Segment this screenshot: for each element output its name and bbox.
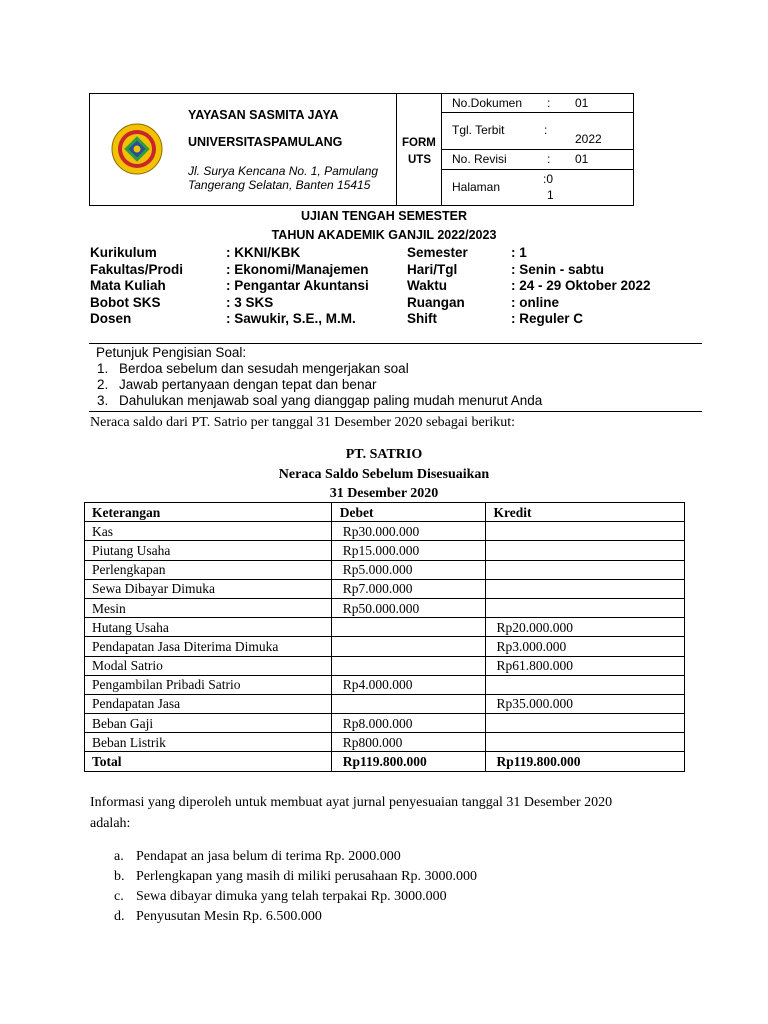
university-logo [110,122,164,176]
credit-amount [486,560,685,579]
table-header-row [85,503,685,522]
debit-amount: Rp15.000.000 [331,541,486,560]
info-value: : 3 SKS [226,295,274,310]
info-paragraph-line-1: Informasi yang diperoleh untuk membuat ayat jurnal penyesuaian tanggal 31 Desember 2020 [90,795,613,810]
info-label: Dosen [90,311,132,326]
account-name: Beban Gaji [85,714,332,733]
total-debit: Rp119.800.000 [331,752,486,771]
table-row [85,522,685,541]
credit-amount [486,733,685,752]
account-name: Pendapatan Jasa Diterima Dimuka [85,637,332,656]
trial-balance-table [84,502,685,772]
page-label: Halaman [452,180,501,194]
issue-date-label: Tgl. Terbit [452,123,505,137]
instruction-text: Dahulukan menjawab soal yang dianggap paling mudah menurut Anda [119,393,543,408]
account-name: Kas [85,522,332,541]
instruction-number: 3. [97,393,109,408]
account-name: Hutang Usaha [85,618,332,637]
adjustment-letter: b. [114,869,125,884]
adjustment-text: Sewa dibayar dimuka yang telah terpakai Rp. 3000.000 [136,889,447,904]
table-row [85,714,685,733]
table-row [85,675,685,694]
table-row [85,694,685,713]
table-row [85,618,685,637]
adjustment-letter: a. [114,849,124,864]
account-name: Pengambilan Pribadi Satrio [85,675,332,694]
table-row [85,733,685,752]
intro-text: Neraca saldo dari PT. Satrio per tanggal 31 Desember 2020 sebagai berikut: [90,415,516,430]
meta-row-divider [441,112,633,113]
header-debit: Debet [331,503,486,522]
credit-amount: Rp3.000.000 [486,637,685,656]
instruction-text: Jawab pertanyaan dengan tepat dan benar [119,377,377,392]
credit-amount [486,579,685,598]
adjustment-letter: c. [114,889,124,904]
account-name: Beban Listrik [85,733,332,752]
credit-amount [486,522,685,541]
credit-amount: Rp35.000.000 [486,694,685,713]
info-value: : Reguler C [511,311,584,326]
instruction-number: 1. [97,361,109,376]
debit-amount [331,694,486,713]
page-value-1: :0 [543,172,554,186]
header-account: Keterangan [85,503,332,522]
issue-date-value: 2022 [575,132,602,146]
table-row [85,598,685,617]
address-line-1: Jl. Surya Kencana No. 1, Pamulang [188,164,379,178]
info-label: Kurikulum [90,245,157,260]
debit-amount: Rp50.000.000 [331,598,486,617]
form-label: FORM [402,137,436,149]
adjustment-text: Penyusutan Mesin Rp. 6.500.000 [136,909,322,924]
credit-amount: Rp20.000.000 [486,618,685,637]
debit-amount: Rp7.000.000 [331,579,486,598]
table-row [85,579,685,598]
debit-amount: Rp800.000 [331,733,486,752]
table-row [85,560,685,579]
statement-title: Neraca Saldo Sebelum Disesuaikan [278,467,490,482]
foundation-name: YAYASAN SASMITA JAYA [188,108,339,122]
info-label: Fakultas/Prodi [90,262,184,277]
credit-amount [486,541,685,560]
revision-value: 01 [575,152,589,166]
info-label: Ruangan [407,295,465,310]
debit-amount: Rp8.000.000 [331,714,486,733]
total-label: Total [85,752,332,771]
info-value: : Sawukir, S.E., M.M. [226,311,356,326]
info-value: : 24 - 29 Oktober 2022 [511,278,651,293]
account-name: Pendapatan Jasa [85,694,332,713]
table-total-row [85,752,685,771]
info-paragraph-line-2: adalah: [90,816,131,831]
debit-amount: Rp5.000.000 [331,560,486,579]
issue-date-sep: : [544,123,548,137]
header-divider [396,94,397,205]
account-name: Sewa Dibayar Dimuka [85,579,332,598]
credit-amount: Rp61.800.000 [486,656,685,675]
company-name: PT. SATRIO [345,447,423,462]
credit-amount [486,675,685,694]
info-label: Bobot SKS [90,295,161,310]
document-header [89,93,634,206]
instructions-title: Petunjuk Pengisian Soal: [96,345,247,360]
revision-label: No. Revisi [452,152,507,166]
instructions-top-rule [89,343,702,344]
account-name: Piutang Usaha [85,541,332,560]
exam-title: UJIAN TENGAH SEMESTER [301,209,467,223]
academic-year: TAHUN AKADEMIK GANJIL 2022/2023 [271,228,497,242]
adjustment-text: Pendapat an jasa belum di terima Rp. 2000.000 [136,849,401,864]
page-value-2: 1 [547,188,554,202]
instruction-text: Berdoa sebelum dan sesudah mengerjakan soal [119,361,409,376]
adjustment-letter: d. [114,909,125,924]
credit-amount [486,714,685,733]
revision-sep: : [547,152,551,166]
address-line-2: Tangerang Selatan, Banten 15415 [188,178,371,192]
info-label: Hari/Tgl [407,262,458,277]
info-value: : Senin - sabtu [511,262,605,277]
form-type: UTS [408,154,431,166]
debit-amount [331,656,486,675]
debit-amount: Rp30.000.000 [331,522,486,541]
doc-number-sep: : [547,96,551,110]
meta-row-divider [441,169,633,170]
info-label: Mata Kuliah [90,278,166,293]
debit-amount: Rp4.000.000 [331,675,486,694]
account-name: Mesin [85,598,332,617]
statement-date: 31 Desember 2020 [329,486,439,501]
info-label: Semester [407,245,468,260]
account-name: Perlengkapan [85,560,332,579]
info-value: : Ekonomi/Manajemen [226,262,369,277]
instructions-bottom-rule [89,411,702,412]
header-credit: Kredit [486,503,685,522]
doc-number-label: No.Dokumen [452,96,523,110]
university-name: UNIVERSITASPAMULANG [188,135,343,149]
doc-number-value: 01 [575,96,589,110]
total-credit: Rp119.800.000 [486,752,685,771]
info-value: : KKNI/KBK [226,245,301,260]
table-row [85,656,685,675]
table-row [85,637,685,656]
debit-amount [331,637,486,656]
adjustment-text: Perlengkapan yang masih di miliki perusahaan Rp. 3000.000 [136,869,477,884]
info-label: Waktu [407,278,447,293]
info-value: : online [511,295,559,310]
table-row [85,541,685,560]
account-name: Modal Satrio [85,656,332,675]
debit-amount [331,618,486,637]
meta-row-divider [441,149,633,150]
credit-amount [486,598,685,617]
info-label: Shift [407,311,437,326]
instruction-number: 2. [97,377,109,392]
info-value: : Pengantar Akuntansi [226,278,369,293]
info-value: : 1 [511,245,527,260]
